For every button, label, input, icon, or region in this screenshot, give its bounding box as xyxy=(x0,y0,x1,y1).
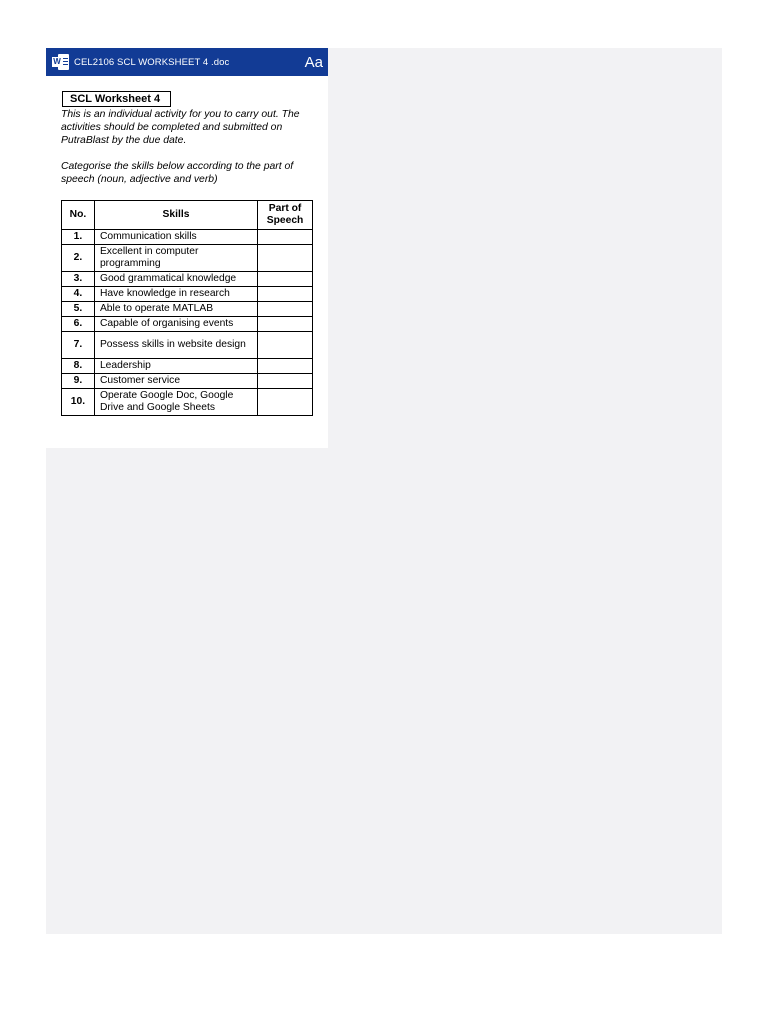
part-of-speech-cell xyxy=(258,272,313,287)
skill-cell: Communication skills xyxy=(94,230,257,245)
row-number: 4. xyxy=(62,287,95,302)
part-of-speech-cell xyxy=(258,287,313,302)
table-row xyxy=(62,359,313,374)
table-row xyxy=(62,332,313,359)
skill-cell: Leadership xyxy=(94,359,257,374)
table-row xyxy=(62,389,313,416)
intro-paragraph: This is an individual activity for you to carry out. The activities should be completed and submitted on PutraBlast by the due date. xyxy=(61,109,300,146)
row-number: 8. xyxy=(62,359,95,374)
skill-cell: Good grammatical knowledge xyxy=(94,272,257,287)
table-row xyxy=(62,287,313,302)
part-of-speech-cell xyxy=(258,359,313,374)
part-of-speech-cell xyxy=(258,230,313,245)
table-row xyxy=(62,302,313,317)
table-row xyxy=(62,272,313,287)
row-number: 6. xyxy=(62,317,95,332)
skill-cell: Customer service xyxy=(94,374,257,389)
row-number: 7. xyxy=(62,332,95,359)
header-part-of-speech: Part of Speech xyxy=(258,201,313,230)
instruction-paragraph: Categorise the skills below according to the part of speech (noun, adjective and verb) xyxy=(61,161,294,185)
part-of-speech-cell xyxy=(258,332,313,359)
part-of-speech-cell xyxy=(258,302,313,317)
document-body xyxy=(46,76,328,416)
document-preview[interactable] xyxy=(46,48,328,448)
row-number: 1. xyxy=(62,230,95,245)
row-number: 2. xyxy=(62,245,95,272)
row-number: 10. xyxy=(62,389,95,416)
worksheet-heading: SCL Worksheet 4 xyxy=(62,91,171,107)
skill-cell: Capable of organising events xyxy=(94,317,257,332)
skill-cell: Excellent in computer programming xyxy=(94,245,257,272)
document-file-name: CEL2106 SCL WORKSHEET 4 .doc xyxy=(74,56,230,68)
row-number: 3. xyxy=(62,272,95,287)
font-size-button[interactable]: Aa xyxy=(304,54,323,71)
table-row xyxy=(62,230,313,245)
header-no: No. xyxy=(62,201,95,230)
row-number: 9. xyxy=(62,374,95,389)
word-document-icon: W xyxy=(52,54,69,70)
skill-cell: Have knowledge in research xyxy=(94,287,257,302)
table-row xyxy=(62,317,313,332)
header-skills: Skills xyxy=(94,201,257,230)
document-title-bar xyxy=(46,48,328,76)
skill-cell: Possess skills in website design xyxy=(94,332,257,359)
skill-cell: Able to operate MATLAB xyxy=(94,302,257,317)
table-header-row xyxy=(62,201,313,230)
row-number: 5. xyxy=(62,302,95,317)
part-of-speech-cell xyxy=(258,317,313,332)
table-row xyxy=(62,374,313,389)
table-row xyxy=(62,245,313,272)
skills-table xyxy=(61,200,313,416)
part-of-speech-cell xyxy=(258,374,313,389)
skill-cell: Operate Google Doc, Google Drive and Google Sheets xyxy=(94,389,257,416)
part-of-speech-cell xyxy=(258,245,313,272)
part-of-speech-cell xyxy=(258,389,313,416)
